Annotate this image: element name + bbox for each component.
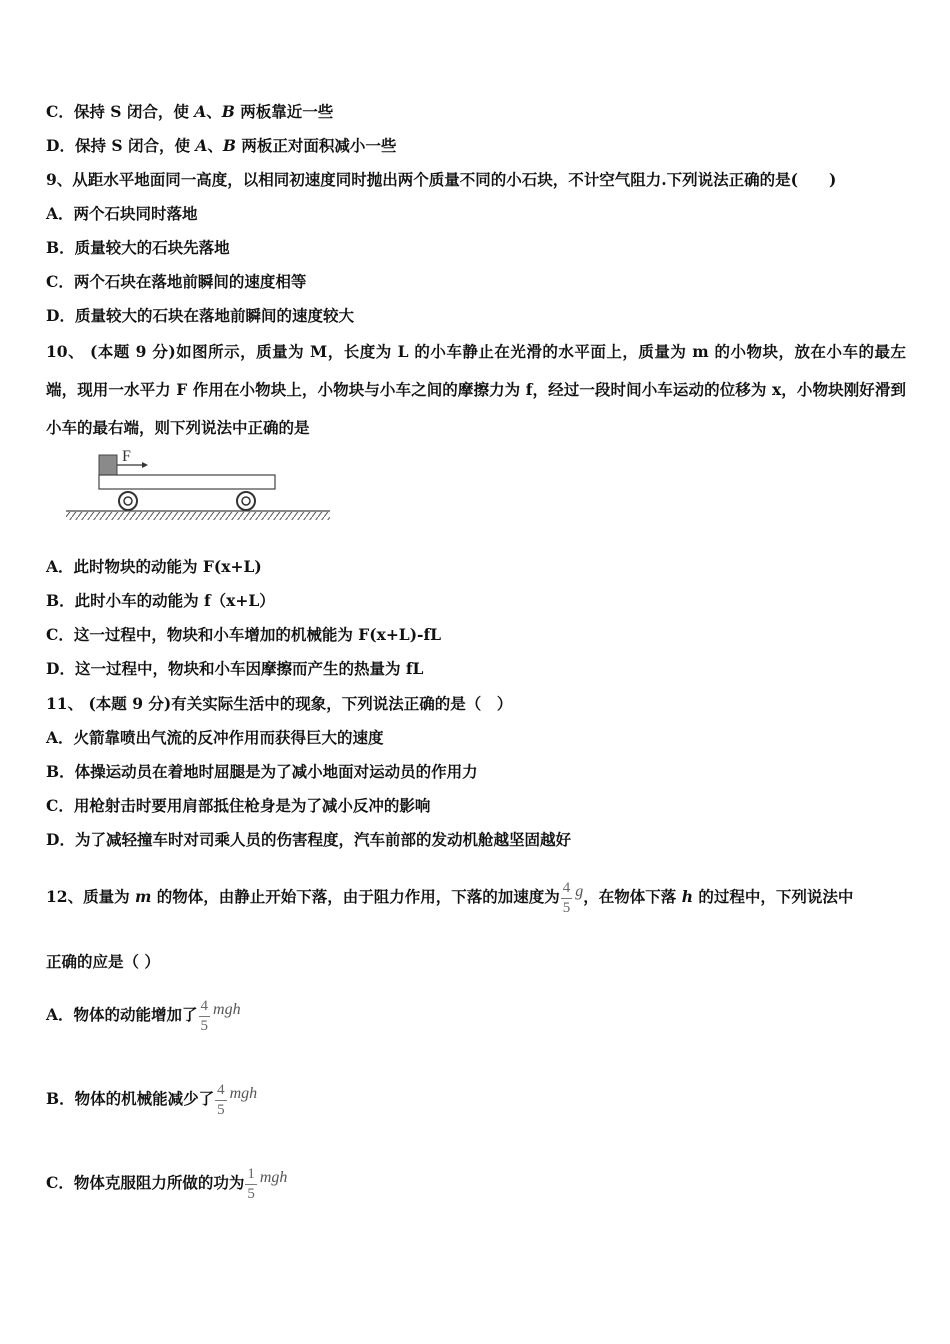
q10-option-a: A．此时物块的动能为 F(x+L)	[46, 557, 262, 576]
wheel-right	[237, 492, 255, 510]
q10-stem: 10、 (本题 9 分)如图所示，质量为 M，长度为 L 的小车静止在光滑的水平面上，质量为 m 的小物块，放在小车的最左端，现用一水平力 F 作用在小物块上，小物块与小车之间的摩擦力为 f，经过一段时间小车运动的位移为 x，小物块刚好滑到小车的最右端，则下列说法中正确的是	[46, 342, 906, 437]
wheel-left	[119, 492, 137, 510]
block	[99, 455, 117, 475]
q11-option-b: B．体操运动员在着地时屈腿是为了减小地面对运动员的作用力	[46, 762, 478, 781]
cart-figure	[60, 445, 340, 535]
option-c-prev: C．保持 S 闭合，使 A、B 两板靠近一些	[46, 102, 334, 121]
q12-option-a: A．物体的动能增加了 $\frac{4}{5}$ mgh	[46, 997, 241, 1034]
q11-option-a: A．火箭靠喷出气流的反冲作用而获得巨大的速度	[46, 728, 384, 747]
q9-option-b: B．质量较大的石块先落地	[46, 238, 230, 257]
q10-option-b: B．此时小车的动能为 f（x+L）	[46, 591, 275, 610]
q10-option-c: C．这一过程中，物块和小车增加的机械能为 F(x+L)-fL	[46, 625, 442, 644]
cart-body	[99, 475, 275, 489]
q11-option-c: C．用枪射击时要用肩部抵住枪身是为了减小反冲的影响	[46, 796, 431, 815]
q11-option-d: D．为了减轻撞车时对司乘人员的伤害程度，汽车前部的发动机舱越坚固越好	[46, 830, 571, 849]
q9-stem: 9、从距水平地面同一高度，以相同初速度同时抛出两个质量不同的小石块，不计空气阻力.下列说法正确的是( )	[46, 170, 837, 189]
q12-option-b: B．物体的机械能减少了 $\frac{4}{5}$ mgh	[46, 1081, 258, 1118]
option-d-prev: D．保持 S 闭合，使 A、B 两板正对面积减小一些	[46, 136, 397, 155]
q9-option-c: C．两个石块在落地前瞬间的速度相等	[46, 272, 307, 291]
q9-option-a: A．两个石块同时落地	[46, 204, 198, 223]
q10-option-d: D．这一过程中，物块和小车因摩擦而产生的热量为 fL	[46, 659, 424, 678]
q11-stem: 11、 (本题 9 分)有关实际生活中的现象，下列说法正确的是（ ）	[46, 694, 513, 713]
q9-option-d: D．质量较大的石块在落地前瞬间的速度较大	[46, 306, 354, 325]
q12-option-c: C．物体克服阻力所做的功为 $\frac{1}{5}$ mgh	[46, 1165, 288, 1202]
force-label: F	[122, 448, 131, 465]
q12-stem-line2: 正确的应是（ ）	[46, 952, 160, 971]
acc-fraction: $\frac{4}{5}$	[562, 879, 571, 916]
q12-stem: 12、质量为 m 的物体，由静止开始下落，由于阻力作用，下落的加速度为 $\frac{4}{5}$ g，在物体下落 h 的过程中，下列说法中	[46, 879, 854, 916]
